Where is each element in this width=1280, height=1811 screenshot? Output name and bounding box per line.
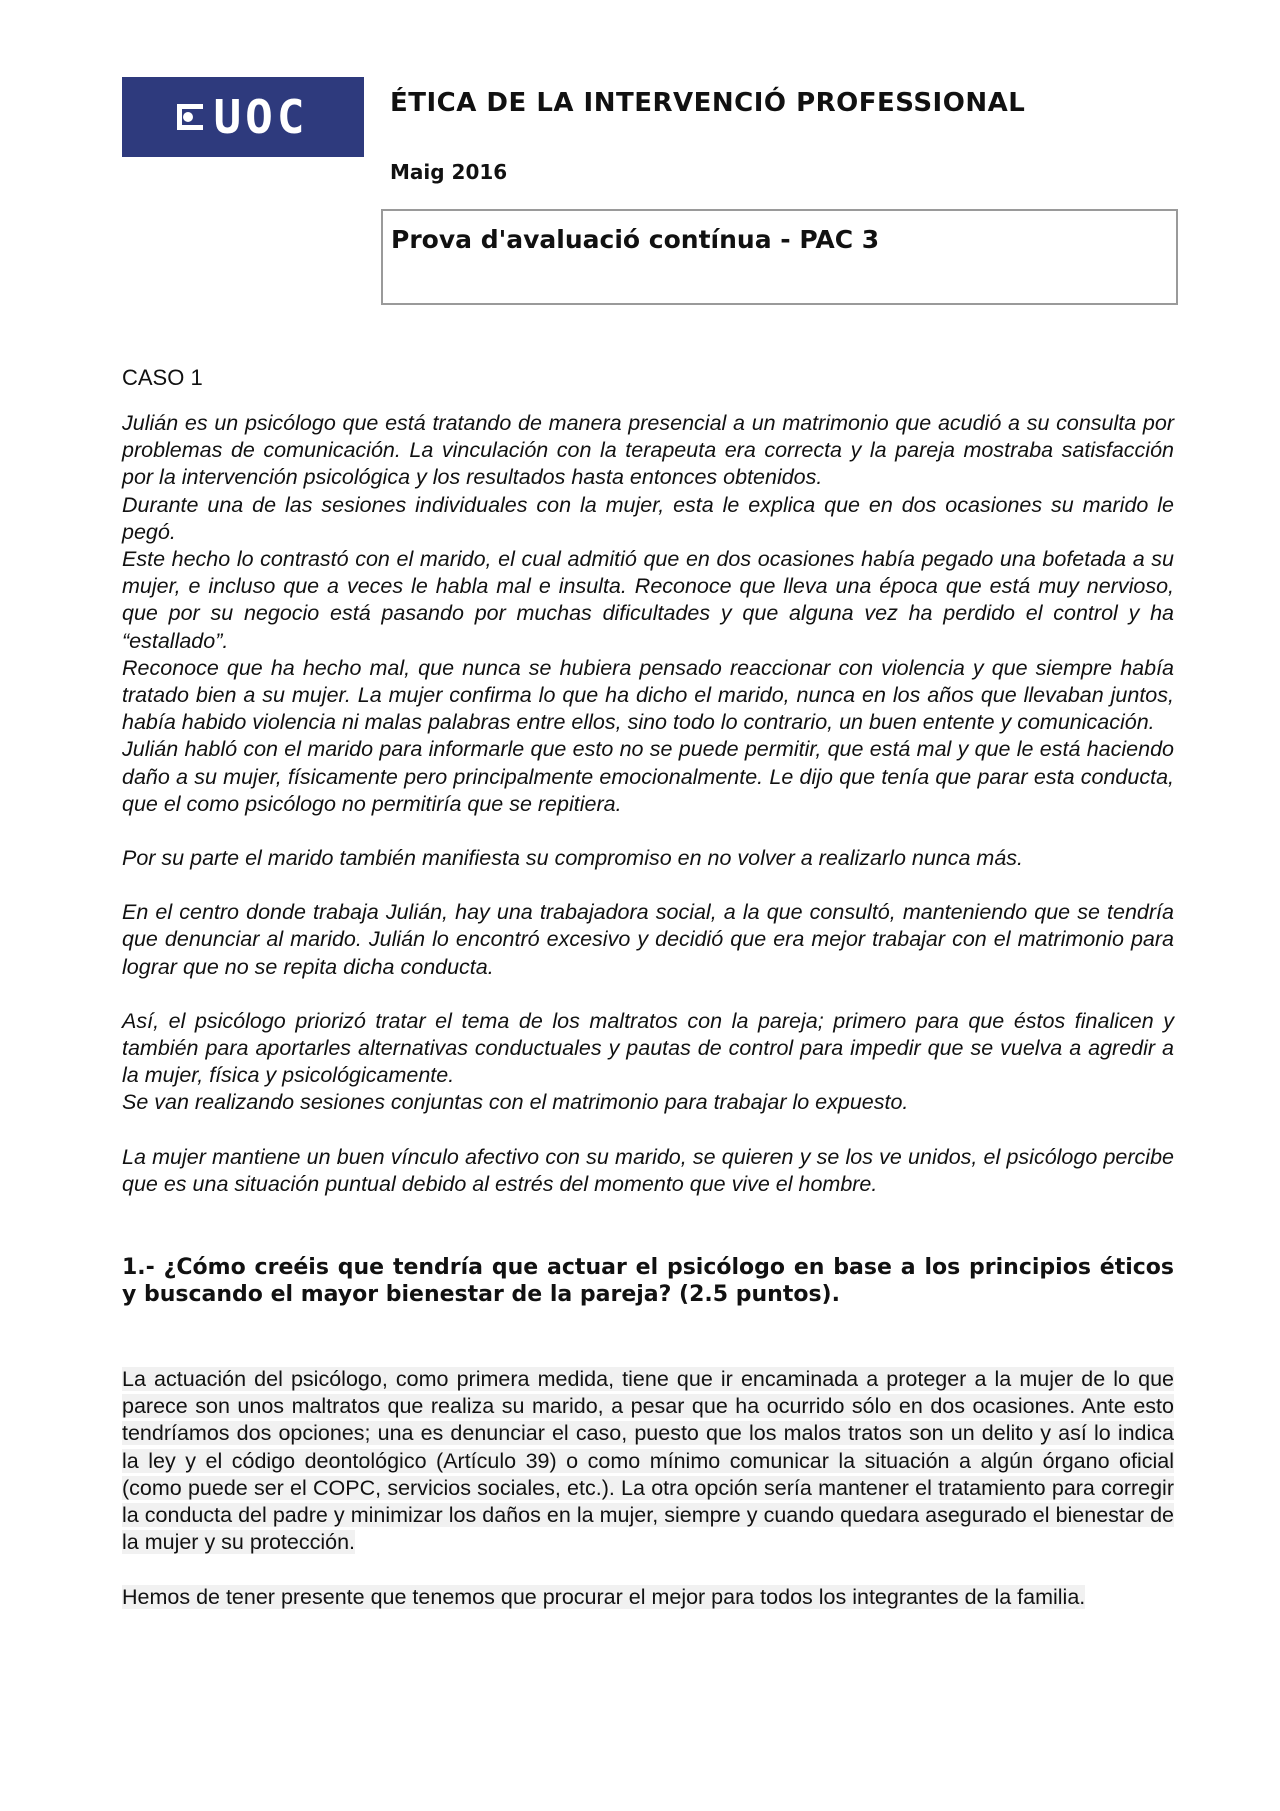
answer-paragraph-text: La actuación del psicólogo, como primera medida, tiene que ir encaminada a proteger a la mujer de lo que parece son unos maltratos que realiza su marido, a pesar que ha ocurrido sólo en dos ocasiones. Ante esto tendríamos dos opciones; una es denunciar el caso, puesto que los malos tratos son un delito y así lo indica la ley y el código deontológico (Artículo 39) o como mínimo comunicar la situación a algún órgano oficial (como puede ser el COPC, servicios sociales, etc.). La otra opción sería mantener el tratamiento para corregir la conducta del padre y minimizar los daños en la mujer, siempre y cuando quedara asegurado el bienestar de la mujer y su protección. xyxy=(122,1367,1174,1555)
case-paragraph: La mujer mantiene un buen vínculo afectivo con su marido, se quieren y se los ve unidos, el psicólogo percibe que es una situación puntual debido al estrés del momento que vive el hombre. xyxy=(122,1144,1174,1196)
case-paragraph: Julián habló con el marido para informarle que esto no se puede permitir, que está mal y que le está haciendo daño a su mujer, físicamente pero principalmente emocionalmente. Le dijo que tenía que parar esta conducta, que el como psicólogo no permitiría que se repitiera. xyxy=(122,737,1174,816)
answer-paragraph xyxy=(122,1584,1174,1611)
logo-text: UOC xyxy=(213,90,309,144)
case-paragraph: En el centro donde trabaja Julián, hay una trabajadora social, a la que consultó, manteniendo que se tendría que denunciar al marido. Julián lo encontró excesivo y decidió que era mejor trabajar con el matrimonio para lograr que no se repita dicha conducta. xyxy=(122,900,1174,979)
case-paragraph: Por su parte el marido también manifiesta su compromiso en no volver a realizarlo nunca más. xyxy=(122,846,1024,871)
course-title: ÉTICA DE LA INTERVENCIÓ PROFESSIONAL xyxy=(390,88,1026,118)
case-paragraph: Julián es un psicólogo que está tratando de manera presencial a un matrimonio que acudió a su consulta por problemas de comunicación. La vinculación con la terapeuta era correcta y la pareja mostraba satisfacción por la intervención psicológica y los resultados hasta entonces obtenidos. xyxy=(122,411,1174,490)
exam-date: Maig 2016 xyxy=(390,160,508,184)
case-paragraph: Este hecho lo contrastó con el marido, el cual admitió que en dos ocasiones había pegado una bofetada a su mujer, e incluso que a veces le habla mal e insulta. Reconoce que lleva una época que está muy nervioso, que por su negocio está pasando por muchas dificultades y que alguna vez ha perdido el control y ha “estallado”. xyxy=(122,547,1174,653)
case-paragraph: Reconoce que ha hecho mal, que nunca se hubiera pensado reaccionar con violencia y que siempre había tratado bien a su mujer. La mujer confirma lo que ha dicho el marido, nunca en los años que llevaban juntos, había habido violencia ni malas palabras entre ellos, sino todo lo contrario, un buen entente y comunicación. xyxy=(122,655,1174,735)
case-paragraph: Durante una de las sesiones individuales con la mujer, esta le explica que en dos ocasiones su marido le pegó. xyxy=(122,492,1174,544)
answer-paragraph-text: Hemos de tener presente que tenemos que procurar el mejor para todos los integrantes de la familia. xyxy=(122,1584,1086,1609)
assignment-title: Prova d'avaluació contínua - PAC 3 xyxy=(391,225,880,254)
case-paragraph: Así, el psicólogo priorizó tratar el tema de los maltratos con la pareja; primero para que éstos finalicen y también para aportarles alternativas conductuales y pautas de control para impedir que se vuelva a agredir a la mujer, física y psicológicamente. xyxy=(122,1008,1174,1088)
assignment-title-box xyxy=(381,209,1178,305)
question-1: 1.- ¿Cómo creéis que tendría que actuar el psicólogo en base a los principios éticos y buscando el mayor bienestar de la pareja? (2.5 puntos). xyxy=(122,1255,1174,1308)
uoc-logo xyxy=(122,77,364,157)
case-label: CASO 1 xyxy=(122,365,203,390)
case-paragraph: Se van realizando sesiones conjuntas con el matrimonio para trabajar lo expuesto. xyxy=(122,1090,909,1115)
answer-paragraph xyxy=(122,1366,1174,1556)
uoc-logo-mark-icon xyxy=(177,104,203,130)
document-body xyxy=(122,364,1174,1611)
